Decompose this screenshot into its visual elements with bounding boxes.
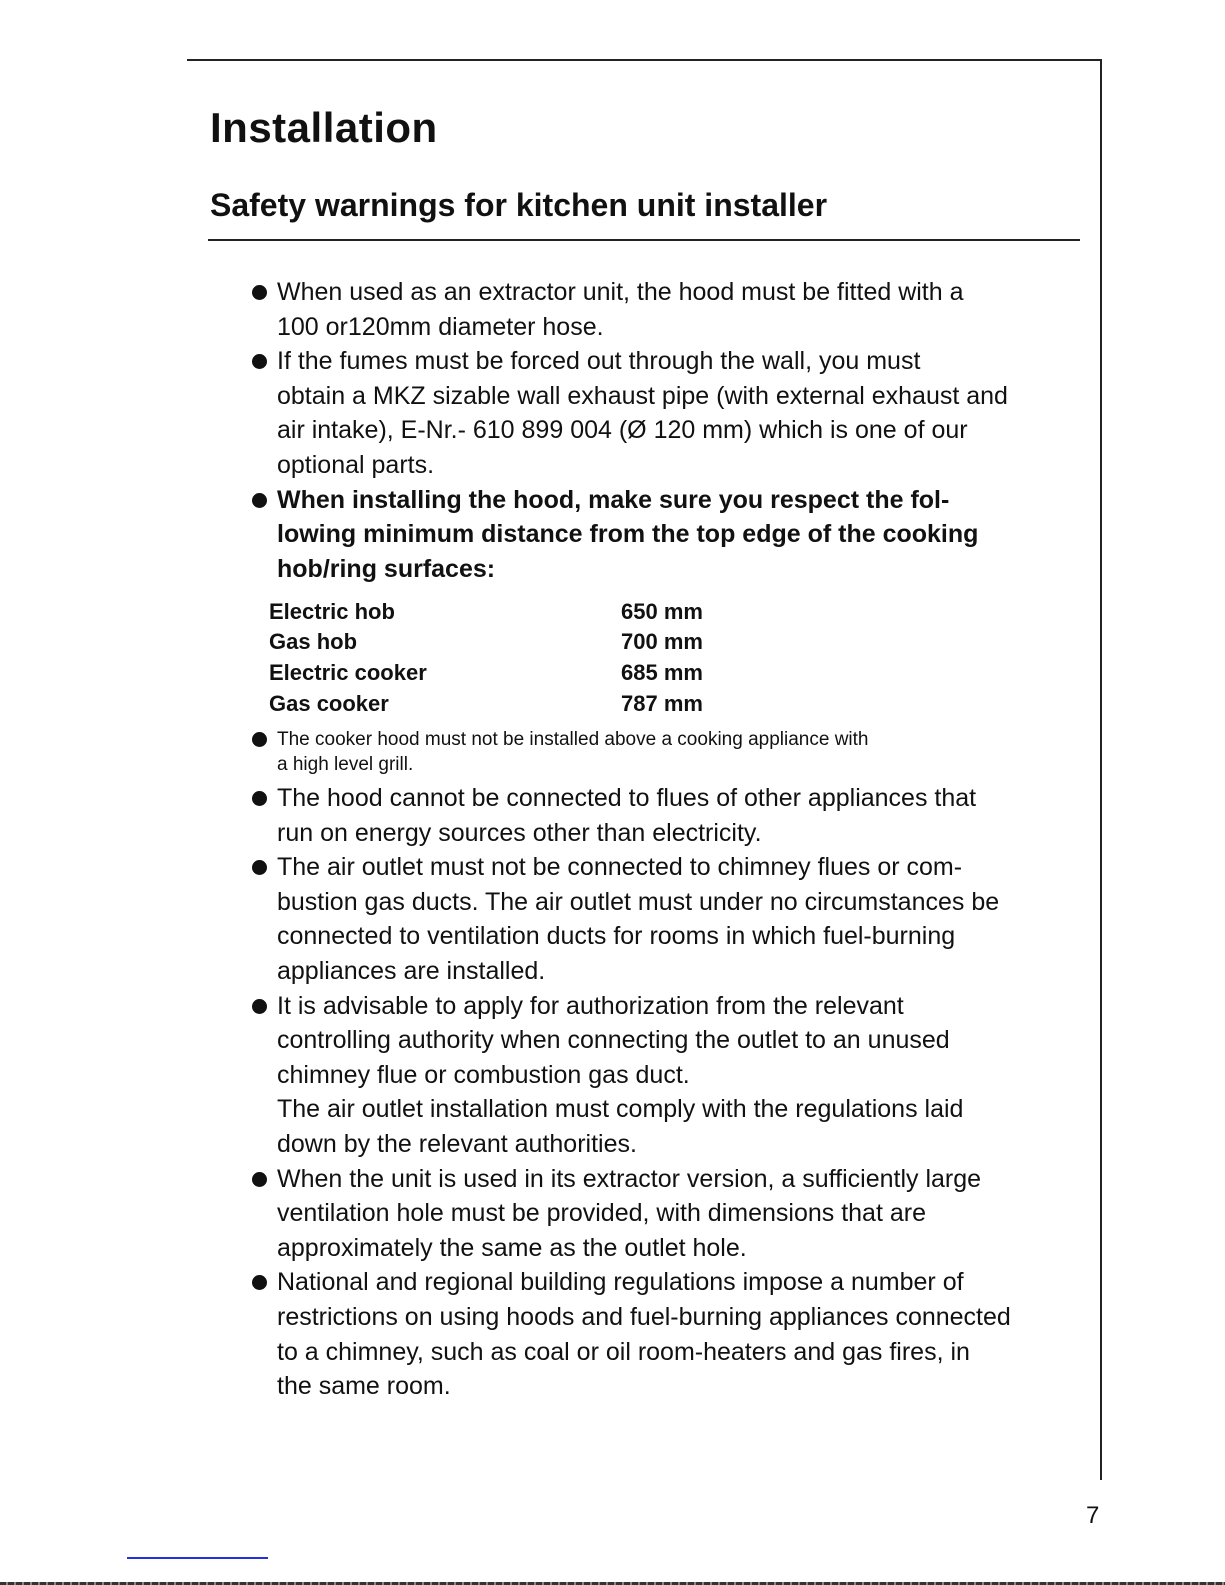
list-item-line: hob/ring surfaces: (277, 554, 496, 583)
list-item (250, 1265, 1080, 1403)
distance-cell: 700 mm (621, 629, 703, 655)
distance-cell: 787 mm (621, 690, 703, 716)
list-item-line: When used as an extractor unit, the hood must be fitted with a (277, 278, 964, 306)
safety-warnings-list (250, 275, 1080, 1404)
top-rule (187, 59, 1102, 61)
appliance-cell: Gas cooker (269, 690, 389, 716)
list-item-line: the same room. (277, 1372, 451, 1401)
list-item-line: to a chimney, such as coal or oil room-heaters and gas fires, in (277, 1337, 970, 1366)
link-underline (127, 1557, 268, 1559)
appliance-cell: Gas hob (269, 629, 358, 655)
list-item-line: chimney flue or combustion gas duct. (277, 1060, 690, 1089)
distance-table (269, 596, 703, 719)
table-row (269, 596, 703, 627)
list-item-line: run on energy sources other than electricity. (277, 818, 762, 847)
section-title: Safety warnings for kitchen unit installer (210, 187, 828, 223)
distance-cell: 650 mm (621, 598, 703, 624)
list-item-line: The air outlet must not be connected to chimney flues or com- (277, 853, 963, 882)
list-item-line: It is advisable to apply for authorization from the relevant (277, 991, 904, 1020)
list-item-line: If the fumes must be forced out through the wall, you must (277, 347, 921, 376)
list-item-line: obtain a MKZ sizable wall exhaust pipe (with external exhaust and (277, 381, 1008, 410)
list-item-line: ventilation hole must be provided, with dimensions that are (277, 1199, 926, 1228)
list-item-line: When installing the hood, make sure you respect the fol- (277, 485, 950, 514)
bullet-icon (252, 1275, 267, 1290)
right-margin-rule (1100, 60, 1102, 1480)
bullet-icon (252, 732, 267, 747)
list-item (250, 781, 1080, 850)
bullet-icon (252, 860, 267, 875)
list-item (250, 1162, 1080, 1266)
list-item-line: controlling authority when connecting the outlet to an unused (277, 1026, 950, 1055)
list-item-line: The cooker hood must not be installed above a cooking appliance with (277, 729, 869, 751)
bullet-icon (252, 285, 267, 300)
list-item-line: connected to ventilation ducts for rooms in which fuel-burning (277, 922, 956, 951)
list-item-line: appliances are installed. (277, 957, 546, 986)
list-item-line: When the unit is used in its extractor version, a sufficiently large (277, 1164, 982, 1193)
list-item (250, 989, 1080, 1162)
bullet-icon (252, 1172, 267, 1187)
list-item (250, 275, 1080, 344)
bullet-icon (252, 354, 267, 369)
page-number: 7 (1086, 1502, 1100, 1529)
list-item (250, 850, 1080, 988)
list-item (250, 727, 1080, 777)
appliance-cell: Electric cooker (269, 660, 427, 686)
list-item (250, 483, 1080, 587)
list-item-line: 100 or120mm diameter hose. (277, 312, 604, 341)
list-item-line: National and regional building regulations impose a number of (277, 1268, 964, 1297)
list-item-line: air intake), E-Nr.- 610 899 004 (Ø 120 mm) which is one of our (277, 416, 968, 445)
list-item-line: The air outlet installation must comply with the regulations laid (277, 1095, 964, 1124)
list-item-line: lowing minimum distance from the top edge of the cooking (277, 520, 979, 549)
list-item-line: approximately the same as the outlet hole. (277, 1233, 747, 1262)
page-title: Installation (210, 104, 438, 151)
list-item-line: The hood cannot be connected to flues of other appliances that (277, 784, 977, 813)
appliance-cell: Electric hob (269, 598, 395, 624)
bullet-icon (252, 791, 267, 806)
table-row (269, 658, 703, 689)
list-item-line: bustion gas ducts. The air outlet must under no circumstances be (277, 887, 1000, 916)
distance-cell: 685 mm (621, 660, 703, 686)
table-row (269, 627, 703, 658)
bullet-icon (252, 493, 267, 508)
list-item-line: optional parts. (277, 450, 435, 479)
list-item-line: down by the relevant authorities. (277, 1130, 637, 1159)
list-item-line: restrictions on using hoods and fuel-burning appliances connected (277, 1303, 1011, 1331)
section-rule (208, 239, 1080, 241)
bullet-icon (252, 999, 267, 1014)
table-row (269, 688, 703, 719)
list-item-line: a high level grill. (277, 754, 414, 776)
list-item (250, 344, 1080, 482)
